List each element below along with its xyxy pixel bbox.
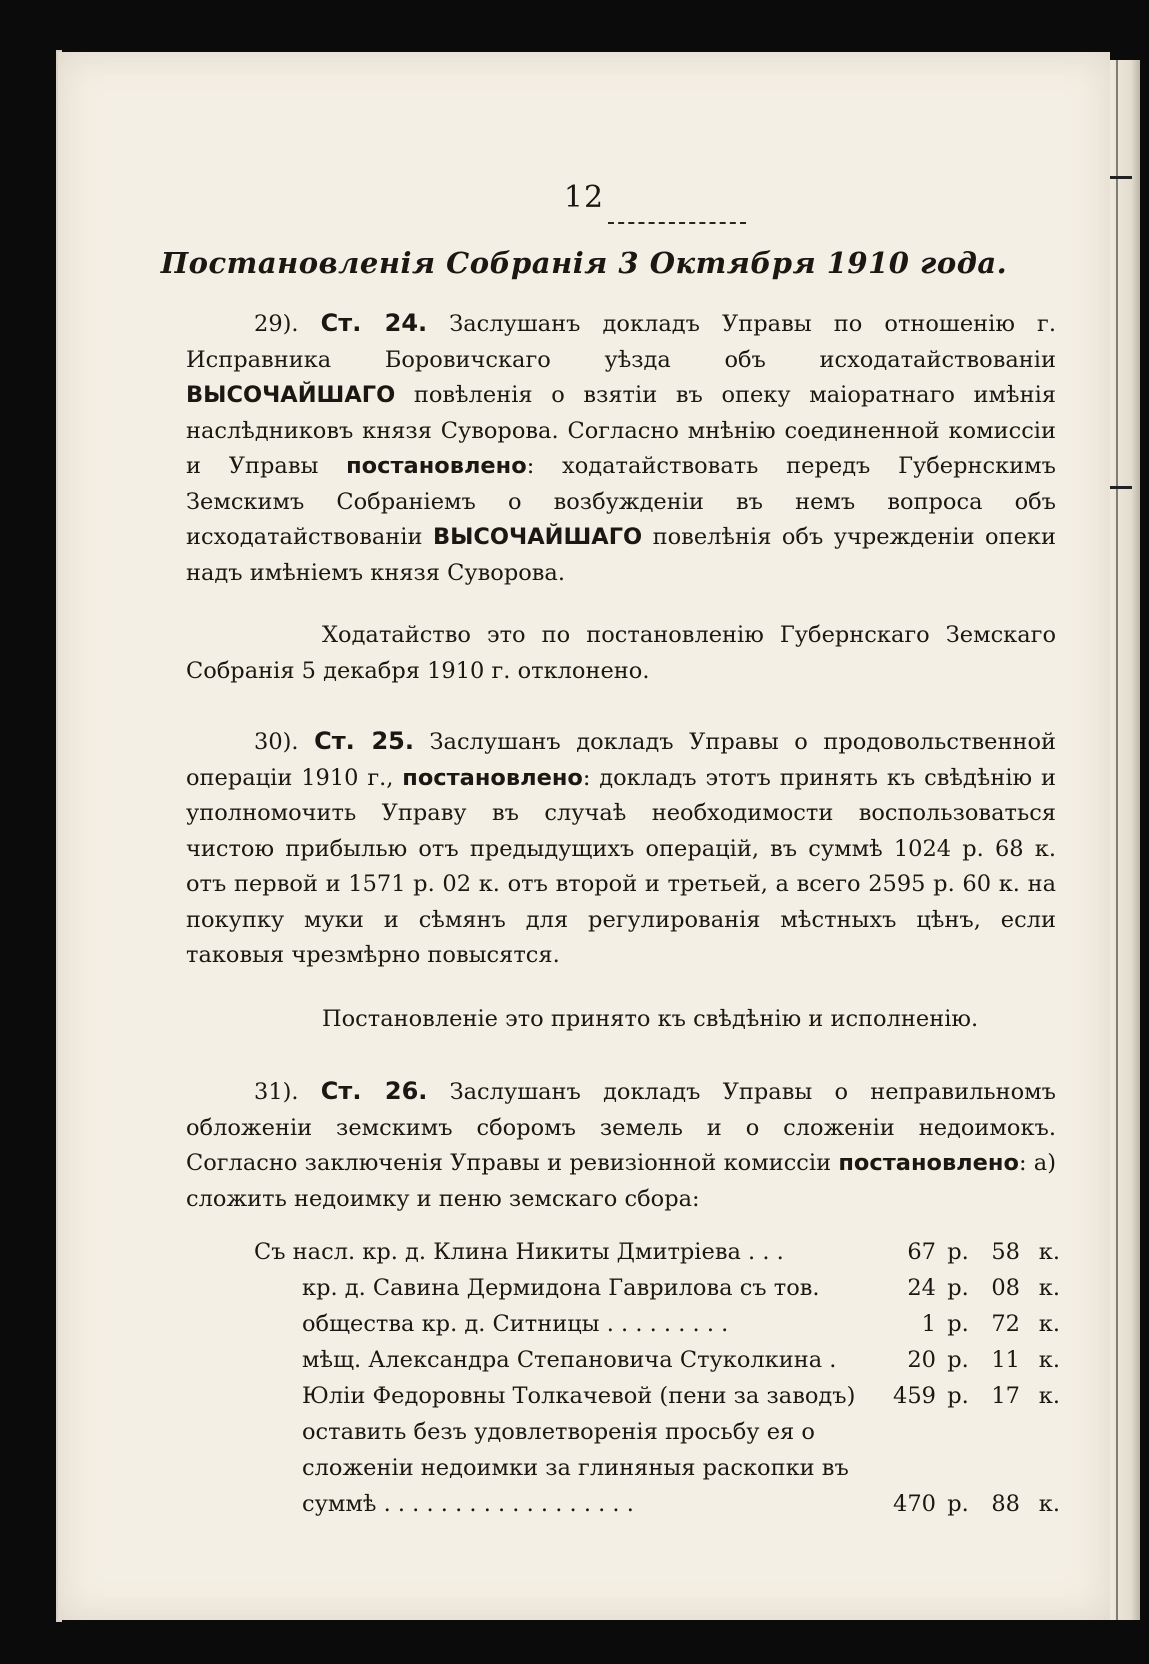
page-number-rule — [608, 222, 746, 224]
note-29: Ходатайство это по постановленію Губернскаго Земскаго Собранія 5 декабря 1910 г. отклонено. — [186, 622, 1056, 684]
resolution-text: повелѣнія объ учрежденіи опеки надъ имѣніемъ князя Суворова. — [186, 524, 1056, 586]
resolution-number: 30). — [254, 729, 299, 755]
note-30: Постановленіе это принято къ свѣдѣнію и исполненію. — [322, 1006, 979, 1032]
payer-name: мѣщ. Александра Степановича Стуколкина . — [302, 1347, 837, 1373]
resolution-text: : ходатайствовать передъ Губернскимъ Земскимъ Собраніемъ о возбужденіи въ немъ вопроса объ исходатайствованіи — [186, 453, 1056, 550]
article-label: Ст. 26. — [320, 1077, 428, 1105]
total-label: суммѣ . . . . . . . . . . . . . . . . . . — [302, 1491, 634, 1517]
clause-b-line: оставить безъ удовлетворенія просьбу ея о — [302, 1419, 815, 1445]
resolution-text: Заслушанъ докладъ Управы по отношенію г. Исправника Боровичскаго уѣзда объ исходатайствованіи — [186, 311, 1056, 373]
amount-rubles: 470 — [893, 1491, 936, 1517]
kopecks-unit: к. — [1038, 1311, 1060, 1337]
article-label: Ст. 25. — [314, 727, 414, 755]
resolution-number: 29). — [254, 311, 299, 337]
clause-b-line: сложеніи недоимки за глиняныя раскопки въ — [302, 1455, 849, 1481]
list-item — [254, 1342, 1060, 1378]
rubles-unit: р. — [947, 1383, 969, 1409]
list-item — [254, 1378, 1060, 1414]
rubles-unit: р. — [947, 1347, 969, 1373]
page-heading: Постановленія Собранія 3 Октября 1910 года. — [160, 246, 1008, 280]
resolution-text: Заслушанъ докладъ Управы о продовольственной операціи 1910 г., — [186, 729, 1056, 791]
amount-rubles: 20 — [907, 1347, 936, 1373]
list-item — [254, 1306, 1060, 1342]
amount-kopecks: 88 — [991, 1491, 1020, 1517]
amount-rubles: 24 — [907, 1275, 936, 1301]
edge-mark — [1110, 486, 1132, 489]
list-item-total — [254, 1486, 1060, 1522]
binding-line — [1116, 60, 1118, 1620]
decision-keyword: постановлено — [402, 764, 583, 791]
rubles-unit: р. — [947, 1239, 969, 1265]
amount-rubles: 459 — [893, 1383, 936, 1409]
resolution-text: : докладъ этотъ принять къ свѣдѣнію и уполномочить Управу въ случаѣ необходимости воспользоваться чистою прибылью отъ предыдущихъ операцій, въ суммѣ 1024 р. 68 к. отъ первой и 1571 р. 02 к. отъ второй и третьей, а всего 2595 р. 60 к. на покупку муки и сѣмянъ для регулированія мѣстныхъ цѣнъ, если таковыя чрезмѣрно повысятся. — [186, 764, 1056, 968]
payer-name: кр. д. Савина Дермидона Гаврилова съ тов. — [302, 1275, 820, 1301]
kopecks-unit: к. — [1038, 1491, 1060, 1517]
decision-keyword: постановлено — [838, 1150, 1019, 1176]
resolution-text: Заслушанъ докладъ Управы о неправильномъ обложеніи земскимъ сборомъ земель и о сложеніи недоимокъ. Согласно заключенія Управы и ревизіонной комиссіи — [186, 1079, 1056, 1176]
resolution-30 — [186, 724, 1056, 974]
arrears-list — [254, 1234, 1060, 1522]
resolution-text: повѣленія о взятіи въ опеку маіоратнаго имѣнія наслѣдниковъ князя Суворова. Согласно мнѣнію соединенной комиссіи и Управы — [186, 382, 1056, 479]
list-item — [254, 1270, 1060, 1306]
kopecks-unit: к. — [1038, 1347, 1060, 1373]
emphasis-text: ВЫСОЧАЙШАГО — [186, 382, 396, 408]
rubles-unit: р. — [947, 1275, 969, 1301]
amount-kopecks: 72 — [991, 1311, 1020, 1337]
kopecks-unit: к. — [1038, 1239, 1060, 1265]
page-content — [58, 52, 1110, 1620]
decision-keyword: постановлено — [346, 453, 527, 479]
rubles-unit: р. — [947, 1311, 969, 1337]
document-page — [58, 52, 1110, 1620]
amount-rubles: 1 — [921, 1311, 936, 1337]
facing-page-edge — [1110, 60, 1140, 1620]
resolution-text: : а) сложить недоимку и пеню земскаго сбора: — [186, 1150, 1056, 1212]
amount-rubles: 67 — [907, 1239, 936, 1265]
payer-name: Съ насл. кр. д. Клина Никиты Дмитріева . . . — [254, 1239, 784, 1265]
edge-mark — [1110, 176, 1132, 179]
amount-kopecks: 08 — [991, 1275, 1020, 1301]
resolution-29 — [186, 306, 1056, 591]
emphasis-text: ВЫСОЧАЙШАГО — [432, 524, 643, 550]
page-number: 12 — [563, 180, 605, 215]
kopecks-unit: к. — [1038, 1275, 1060, 1301]
amount-kopecks: 17 — [991, 1383, 1020, 1409]
amount-kopecks: 58 — [991, 1239, 1020, 1265]
amount-kopecks: 11 — [991, 1347, 1020, 1373]
kopecks-unit: к. — [1038, 1383, 1060, 1409]
article-label: Ст. 24. — [320, 309, 428, 337]
list-item — [254, 1234, 1060, 1270]
payer-name: общества кр. д. Ситницы . . . . . . . . . — [302, 1311, 729, 1337]
rubles-unit: р. — [947, 1491, 969, 1517]
resolution-31 — [186, 1074, 1056, 1217]
resolution-number: 31). — [254, 1079, 299, 1105]
payer-name: Юліи Федоровны Толкачевой (пени за заводъ) — [302, 1383, 856, 1409]
